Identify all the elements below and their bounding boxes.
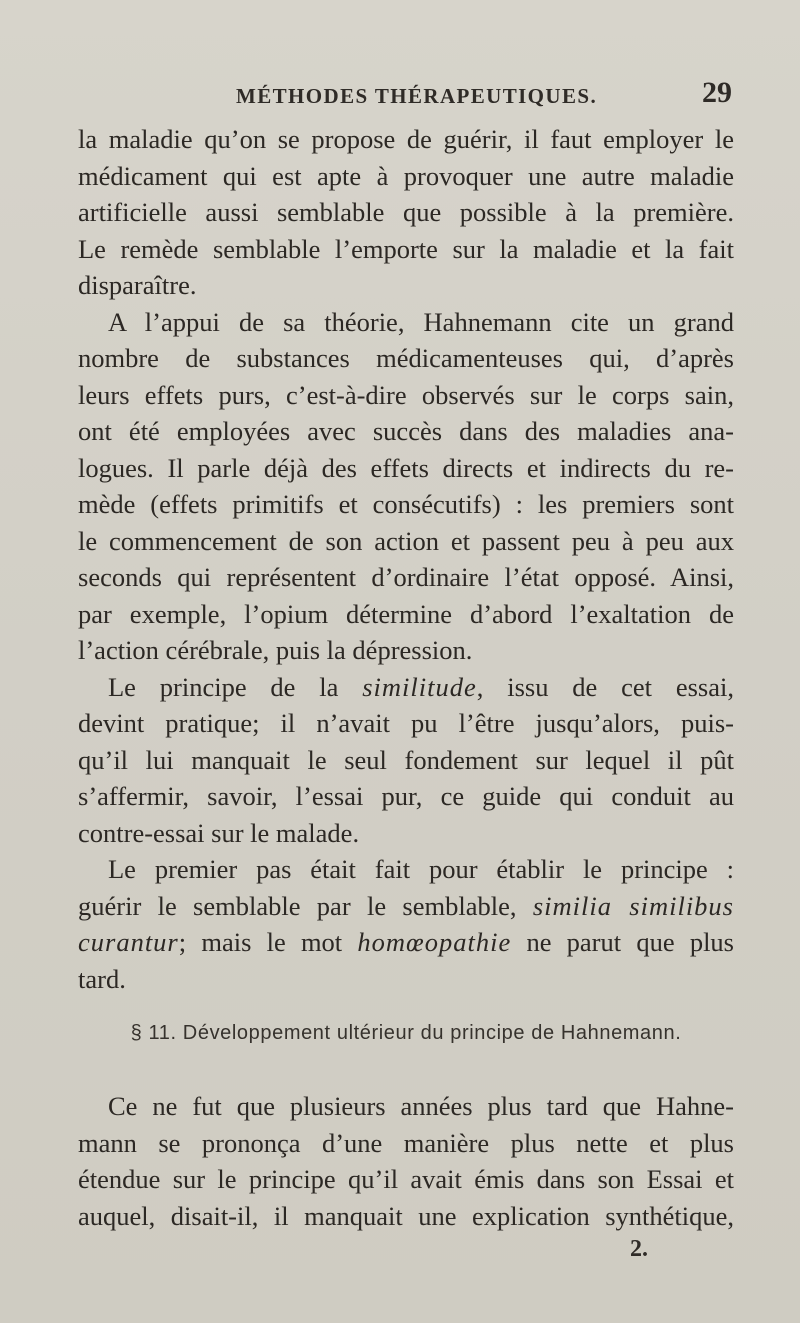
body-text-continued [78,1088,734,1234]
text-line: qu’il lui manquait le seul fondement sur lequel il pût [78,744,734,775]
text-line [78,888,734,925]
page-number: 29 [702,76,732,109]
text-line: ont été employées avec succès dans des maladies ana- [78,416,734,446]
text-line: auquel, disait-il, il manquait une explication synthétique, [78,1200,734,1231]
section-heading [78,1022,734,1045]
running-head [78,76,734,110]
text-line: étendue sur le principe qu’il avait émis dans son Essai et [78,1164,734,1194]
text-line: seconds qui représentent d’ordinaire l’état opposé. Ainsi, [78,562,734,592]
text-line: tard. [78,963,126,994]
text-line [78,669,734,706]
text-line: nombre de substances médicamenteuses qui, d’après [78,343,734,373]
italic-term: curantur [78,927,179,957]
text-run: ; mais le mot [178,927,358,957]
section-symbol: § [130,1022,143,1044]
italic-term: homœopathie [357,927,512,957]
italic-term: similitude [362,671,477,702]
text-line: l’action cérébrale, puis la dépression. [78,635,473,665]
signature-mark: 2. [630,1236,648,1262]
text-line: mède (effets primitifs et consécutifs) : les premiers sont [78,489,734,519]
text-run: guérir le semblable par le semblable, [78,890,533,921]
body-text [78,121,734,997]
text-line: A l’appui de sa théorie, Hahnemann cite un grand [108,306,734,337]
text-run: ne parut que plus [511,927,734,957]
text-line: logues. Il parle déjà des effets directs et indirects du re- [78,452,734,483]
text-line: Ce ne fut que plusieurs années plus tard que Hahne- [108,1091,734,1121]
text-run: , issu de cet essai, [476,671,734,702]
text-line: leurs effets purs, c’est-à-dire observés sur le corps sain, [78,379,734,410]
running-title: MÉTHODES THÉRAPEUTIQUES. [236,84,598,108]
text-line: artificielle aussi semblable que possible à la première. [78,197,734,227]
text-line: Le remède semblable l’emporte sur la maladie et la fait [78,233,734,264]
text-line: le commencement de son action et passent peu à peu aux [78,525,734,556]
text-line: par exemple, l’opium détermine d’abord l’exaltation de [78,598,734,629]
italic-term: similia similibus [532,890,734,921]
text-line: s’affermir, savoir, l’essai pur, ce guide qui conduit au [78,781,734,811]
section-number: 11. [148,1022,177,1044]
text-line: la maladie qu’on se propose de guérir, il faut employer le [78,124,734,154]
text-line [78,924,734,961]
text-line: mann se prononça d’une manière plus nette et plus [78,1127,734,1158]
text-line: devint pratique; il n’avait pu l’être jusqu’alors, puis- [78,708,734,738]
text-line: disparaître. [78,270,197,300]
text-line: contre-essai sur le malade. [78,817,360,848]
text-line: Le premier pas était fait pour établir le principe : [108,854,734,884]
section-title: Développement ultérieur du principe de Hahnemann. [182,1022,682,1044]
text-line: médicament qui est apte à provoquer une autre maladie [78,160,734,191]
text-run: Le principe de la [108,671,363,702]
